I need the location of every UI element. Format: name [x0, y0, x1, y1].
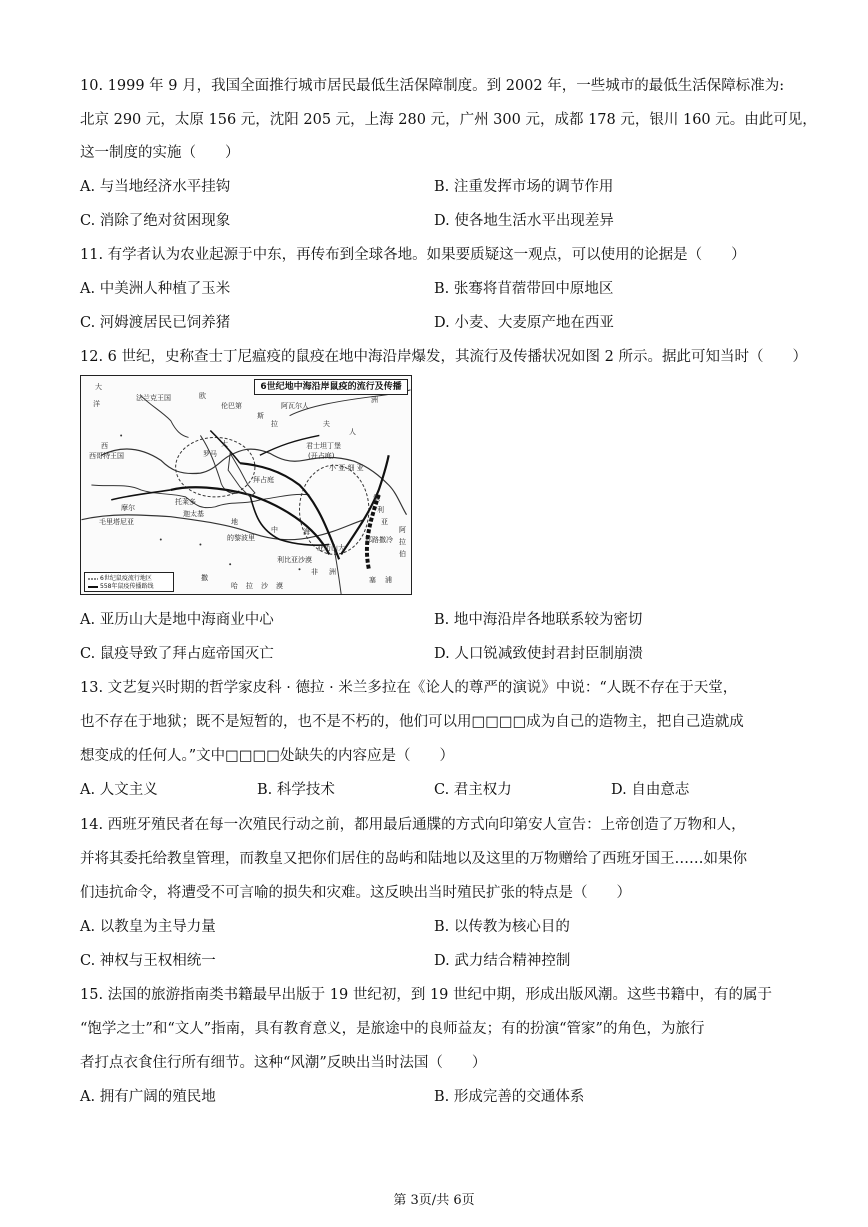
q15-stem-line1: 15. 法国的旅游指南类书籍最早出版于 19 世纪初，到 19 世纪中期，形成出版风潮。这些书籍中，有的属于: [80, 987, 773, 1003]
q13-stem-line3: 想变成的任何人。”文中□□□□处缺失的内容应是（ ）: [80, 748, 454, 764]
q13-stem-line1: 13. 文艺复兴时期的哲学家皮科 · 德拉 · 米兰多拉在《论人的尊严的演说》中说：“人既不存在于天堂，: [80, 680, 738, 696]
map-label: 哈: [231, 582, 238, 590]
q11-option-d[interactable]: D. 小麦、大麦原产地在西亚: [434, 315, 614, 331]
map-label: 塞: [369, 576, 376, 584]
map-label: 拉: [246, 582, 253, 590]
map-label: 毛里塔尼亚: [99, 518, 134, 526]
map-label: 浦: [385, 576, 392, 584]
map-label: 罗马: [203, 450, 217, 458]
map-label: 摩尔: [121, 504, 135, 512]
q13-option-b[interactable]: B. 科学技术: [257, 782, 335, 798]
q10-option-a[interactable]: A. 与当地经济水平挂钩: [80, 179, 231, 195]
plague-map-figure: [80, 375, 412, 595]
q12-option-b[interactable]: B. 地中海沿岸各地联系较为密切: [434, 612, 643, 628]
map-label: 拉: [399, 538, 406, 546]
map-label: 拜占庭: [253, 476, 274, 484]
map-label: 中: [271, 526, 278, 534]
map-label: 欧: [199, 392, 206, 400]
map-label: 法兰克王国: [136, 394, 171, 402]
map-label: 托莱多: [175, 498, 196, 506]
map-legend: [84, 572, 174, 592]
map-label: 利: [377, 506, 384, 514]
map-label: 拉: [271, 420, 278, 428]
map-label: (开占庭): [308, 452, 335, 460]
q15-option-b[interactable]: B. 形成完善的交通体系: [434, 1089, 585, 1105]
q10-option-b[interactable]: B. 注重发挥市场的调节作用: [434, 179, 614, 195]
q14-stem-line3: 们违抗命令，将遭受不可言喻的损失和灾难。这反映出当时殖民扩张的特点是（ ）: [80, 885, 631, 901]
map-label: 耶路撒冷: [365, 536, 393, 544]
q10-option-c[interactable]: C. 消除了绝对贫困现象: [80, 213, 231, 229]
map-label: 小 亚 细 亚: [329, 464, 364, 472]
q11-option-a[interactable]: A. 中美洲人种植了玉米: [80, 281, 231, 297]
q12-option-a[interactable]: A. 亚历山大是地中海商业中心: [80, 612, 274, 628]
map-label: 斯: [257, 412, 264, 420]
q10-stem-line3: 这一制度的实施（ ）: [80, 145, 240, 161]
map-label: 洋: [93, 400, 100, 408]
q14-stem-line1: 14. 西班牙殖民者在每一次殖民行动之前，都用最后通牒的方式向印第安人宣告：上帝创造了万物和人，: [80, 817, 746, 833]
q11-option-b[interactable]: B. 张骞将苜蓿带回中原地区: [434, 281, 614, 297]
map-label: 亚历山大: [317, 544, 345, 552]
q11-option-c[interactable]: C. 河姆渡居民已饲养猪: [80, 315, 231, 331]
map-drawing: [81, 376, 411, 594]
q13-option-a[interactable]: A. 人文主义: [80, 782, 158, 798]
map-label: 的黎波里: [227, 534, 255, 542]
map-label: 阿: [399, 526, 406, 534]
map-label: 撒: [201, 574, 208, 582]
map-title: 6世纪地中海沿岸鼠疫的流行及传播: [254, 379, 408, 395]
map-label: 亚: [381, 518, 388, 526]
q14-option-c[interactable]: C. 神权与王权相统一: [80, 953, 216, 969]
page-number-footer: 第 3页/共 6页: [393, 1193, 475, 1208]
legend-route-label: 558年鼠疫传播路线: [100, 583, 154, 590]
map-label: 洲: [329, 568, 336, 576]
map-label: 西: [101, 442, 108, 450]
q10-stem-line2: 北京 290 元，太原 156 元，沈阳 205 元，上海 280 元，广州 300 元，成都 178 元，银川 160 元。由此可见，: [80, 112, 817, 128]
q10-option-d[interactable]: D. 使各地生活水平出现差异: [434, 213, 614, 229]
map-label: 洲: [371, 396, 378, 404]
map-label: 西哥特王国: [89, 452, 124, 460]
map-label: 迦太基: [183, 510, 204, 518]
map-label: 伯: [399, 550, 406, 558]
q13-stem-line2: 也不存在于地狱；既不是短暂的，也不是不朽的，他们可以用□□□□成为自己的造物主，把自己造就成: [80, 714, 744, 730]
legend-region-label: 6世纪鼠疫流行地区: [100, 575, 152, 582]
map-label: 人: [349, 428, 356, 436]
map-label: 夫: [323, 420, 330, 428]
map-label: 沙: [261, 582, 268, 590]
q14-option-d[interactable]: D. 武力结合精神控制: [434, 953, 571, 969]
map-label: 漠: [276, 582, 283, 590]
q14-stem-line2: 并将其委托给教皇管理，而教皇又把你们居住的岛屿和陆地以及这里的万物赠给了西班牙国王……如果你: [80, 851, 747, 867]
q14-option-b[interactable]: B. 以传教为核心目的: [434, 919, 570, 935]
q15-option-a[interactable]: A. 拥有广阔的殖民地: [80, 1089, 216, 1105]
map-label: 非: [311, 568, 318, 576]
map-label: 大: [95, 383, 102, 391]
q14-option-a[interactable]: A. 以教皇为主导力量: [80, 919, 216, 935]
map-label: 伦巴第: [221, 402, 242, 410]
map-label: 阿瓦尔人: [281, 402, 309, 410]
q10-stem-line1: 10. 1999 年 9 月，我国全面推行城市居民最低生活保障制度。到 2002 年，一些城市的最低生活保障标准为:: [80, 78, 785, 94]
q15-stem-line2: “饱学之士”和“文人”指南，具有教育意义，是旅途中的良师益友；有的扮演“管家”的角色，为旅行: [80, 1021, 705, 1037]
map-label: 叙: [373, 494, 380, 502]
map-label: 地: [231, 518, 238, 526]
q12-option-c[interactable]: C. 鼠疫导致了拜占庭帝国灭亡: [80, 646, 274, 662]
map-label: 利比亚沙漠: [277, 556, 312, 564]
map-label: 君士坦丁堡: [306, 442, 341, 450]
map-label: 大: [221, 440, 228, 448]
q13-option-c[interactable]: C. 君主权力: [434, 782, 512, 798]
q15-stem-line3: 者打点衣食住行所有细节。这种“风潮”反映出当时法国（ ）: [80, 1055, 487, 1071]
q12-option-d[interactable]: D. 人口锐减致使封君封臣制崩溃: [434, 646, 643, 662]
q11-stem-line1: 11. 有学者认为农业起源于中东，再传布到全球各地。如果要质疑这一观点，可以使用的论据是（ ）: [80, 247, 746, 263]
map-label: 海: [303, 528, 310, 536]
q12-stem-line1: 12. 6 世纪，史称查士丁尼瘟疫的鼠疫在地中海沿岸爆发，其流行及传播状况如图 2 所示。据此可知当时（ ）: [80, 349, 807, 365]
q13-option-d[interactable]: D. 自由意志: [611, 782, 690, 798]
